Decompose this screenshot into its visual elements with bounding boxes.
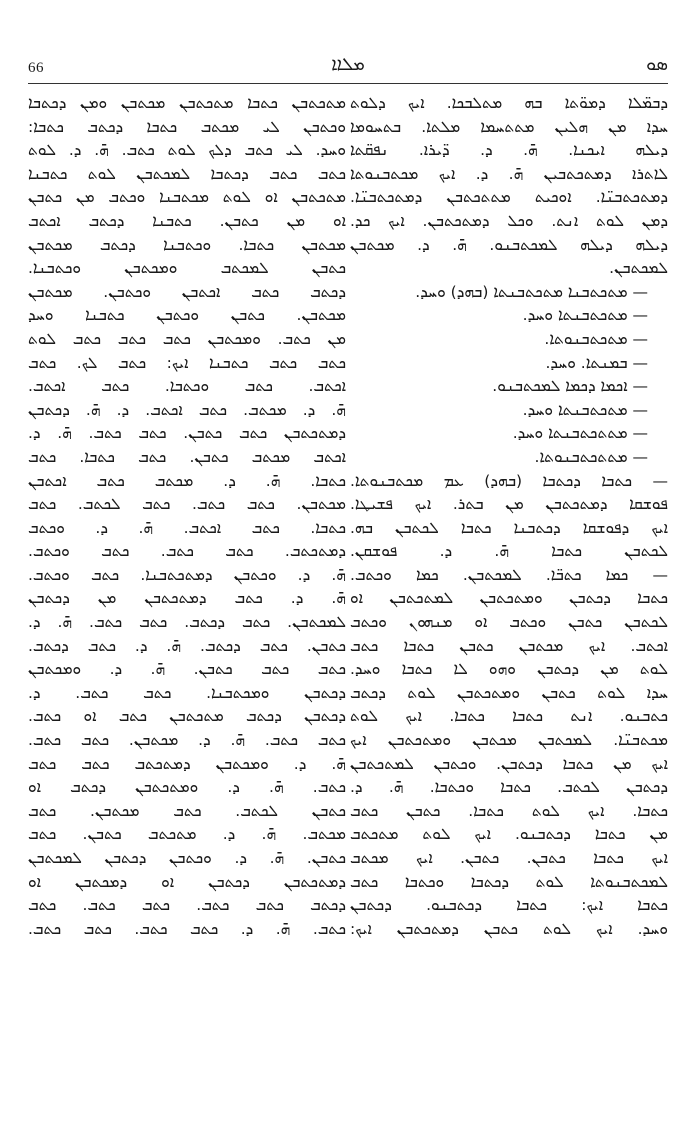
text-line: ܕܟܬܒܢ ܕܟܬܒ ܡܬܟܬܒܢ ܟܬܒ ܐܘ ܟܬܒ. — [28, 707, 346, 726]
text-line: ܟܬܒܢ ܠܡܟܬܒ ܘܡܟܬܒܢ ܘܟܬܒܢܐ. — [28, 259, 346, 278]
text-line: ܟܬܒܢ. ܟܬܒ ܕܟܬܒ. ܗ̄. ܕ. ܟܬܒ ܕܟܬܒ. — [28, 636, 346, 655]
text-line: — ܟܡܐ ܟܬܒ̈ܐ. ܠܡܟܬܒܢ. ܟܡܐ ܘܟܬܒ. — [350, 565, 668, 584]
page-number-latin: 66 — [28, 60, 44, 76]
text-line: ܡܬܟܬܒܢ ܐܘ ܠܘܬ ܡܟܬܒܢܐ ܘܟܬܒ ܡܢ ܟܬܒܢ — [28, 188, 346, 207]
text-line: ܟܬܒܐ. ܟܬܒ ܐܟܬܒ. ܗ̄. ܕ. ܘܟܬܒ — [28, 518, 346, 537]
text-line: ܕܝܠܗ ܐܝܟܢܐ. ܗ̄. ܕ. ܕ̈ܝܪܐ. ܢܦܩ̈ܬܐ — [350, 141, 668, 160]
text-line: — ܐܟܡܐ ܕܟܡܐ ܠܡܟܬܒܢܘ. — [492, 377, 648, 396]
text-line: ܕܟܬܒܢ ܘܡܟܬܒܢܐ. ܟܬܒ ܟܬܒ. ܕ. — [28, 683, 346, 702]
text-line: ܠܟܬܒܢ ܟܬܒܐ ܗ̄. ܕ. ܦܘܫܩܢ. — [350, 542, 668, 561]
text-line: ܕܟܬܒܢ ܠܟܬܒ. ܟܬܒܐ ܘܟܬܒܐ. ܗ̄. ܕ. — [350, 778, 668, 797]
text-line: — ܡܬܟܬܒܢܬܐ ܘܚܕ. — [522, 306, 648, 325]
text-line: ܕܡܢ ܠܘܬ ܐܢܬ. ܘܟܠ ܕܡܬܟܬܒܢ. ܐܝܟ ܟܕ. — [350, 211, 668, 230]
text-line: ܟܬܒ. ܗ̄. ܕ. ܟܬܒ ܟܬܒ. ܟܬܒ ܟܬܒ. — [28, 919, 346, 938]
text-line: — ܡܬܟܬܒܢܘܬܐ. — [544, 329, 648, 348]
text-line: — ܡܬܟܬܒܢܐ ܡܬܟܬܒܢܬܐ (ܒܗܕ) ܘܚܕ. — [415, 282, 648, 301]
text-line: ܟܬܒ ܟܬܒ ܕܟܬܒܐ ܠܡܟܬܒܢ ܠܘܬ ܟܬܒܢܐ — [28, 164, 346, 183]
text-line: ܚܕܐ ܠܘܬ ܟܬܒܢ ܘܡܬܟܬܒܢ ܠܘܬ ܕܟܬܒ — [350, 683, 668, 702]
text-line: — ܟܬܒܐ ܕܟܬܒܐ (ܒܗܕ) ܥܡ ܡܟܬܒܢܘܬܐ. — [350, 471, 668, 490]
text-line: ܕܡܬܟܬܒܢ ܟܬܒ ܟܬܒܢ. ܟܬܒ ܟܬܒ. ܗ̄. ܕ. — [28, 424, 346, 443]
text-line: ܡܟܬܒܢ ܟܬܒܐ. ܘܟܬܒܢܐ ܕܟܬܒ ܡܟܬܒܢ — [28, 235, 346, 254]
text-line: ܕܟܬܒ ܟܬܒ ܐܟܬܒܢ ܘܟܬܒܢ. ܡܟܬܒܢ — [28, 282, 346, 301]
text-line: ܐܟܬܒ. ܐܝܟ ܡܟܬܒܢ ܟܬܒܢ ܟܬܒܐ ܟܬܒ — [350, 636, 668, 655]
text-line: ܗ̄. ܕ. ܘܟܬܒܢ ܕܡܬܟܬܒܢܐ. ܟܬܒ ܘܟܬܒ. — [28, 565, 346, 584]
text-line: ܟܬܒܐ ܕܟܬܒܢ ܘܡܬܟܬܒܢ ܠܡܬܟܬܒܢ ܐܘ — [350, 589, 668, 608]
text-line: ܡܢ ܟܬܒ. ܘܡܟܬܒܢ ܟܬܒ ܟܬܒ ܟܬܒ ܠܘܬ — [28, 329, 346, 348]
text-line: ܗ̄. ܕ. ܡܟܬܒ. ܟܬܒ ܐܟܬܒ. ܕ. ܗ̄. ܕܟܬܒܢ — [28, 400, 346, 419]
text-line: — ܒܡܢܬܐ. ܘܚܕ. — [545, 353, 648, 372]
text-line: ܘܟܬܒܢ ܠܝ ܡܟܬܒ ܟܬܒܐ ܕܟܬܒ ܟܬܒܐ: — [28, 117, 346, 136]
page-header — [28, 54, 668, 82]
text-line: ܗ̄. ܕ. ܟܬܒ ܕܡܬܟܬܒܢ ܡܢ ܕܟܬܒܢ — [28, 589, 346, 608]
text-line: — ܡܬܬܟܬܒܢܘܬܐ. — [534, 447, 648, 466]
text-line: ܟܬܒܢ ܠܟܬܒ. ܟܬܒ ܡܟܬܒܢ. ܟܬܒ — [28, 801, 346, 820]
text-line: ܐܝܟ ܟܬܒܐ ܟܬܒܢ. ܟܬܒܢ. ܐܝܟ ܡܟܬܒ — [350, 849, 668, 867]
text-line: ܠܡܟܬܒܢܘܬܐ ܠܘܬ ܕܟܬܒܐ ܘܟܬܒܐ ܟܬܒ — [350, 872, 668, 891]
text-line: — ܡܬܟܬܒܢܬܐ ܘܚܕ. — [522, 400, 648, 419]
right-column — [350, 92, 668, 941]
text-line: ܠܟܬܒܢ ܟܬܒܢ ܘܟܬܒ ܐܘ ܡܢܗܘܢ ܘܟܬܒ — [350, 613, 668, 632]
text-line: ܟܬܒ. ܗ̄. ܕ. ܘܡܬܟܬܒܢ ܕܟܬܒ ܐܘ — [28, 778, 346, 797]
text-line: ܠܡܟܬܒܢ. — [609, 259, 668, 278]
text-line: ܟܬܒܐ ܐܝܟ: ܟܬܒܐ ܕܟܬܒܢܘ. ܕܟܬܒܢ — [350, 896, 668, 915]
text-line: ܘܚܕ. ܠܝ ܟܬܒ ܕܠܟ ܠܘܬ ܟܬܒ. ܗ̄. ܕ. ܠܘܬ — [28, 141, 346, 160]
text-line: ܕܡܬܟܬܒ. ܟܬܒ ܟܬܒ. ܟܬܒ ܘܟܬܒ. — [28, 542, 346, 561]
text-line: — ܡܬܬܟܬܒܢܬܐ ܘܚܕ. — [512, 424, 648, 443]
text-line: ܠܐܬܪܐ ܕܡܬܟܬܒܝܢ ܗ̄. ܕ. ܐܝܟ ܡܟܬܒܢܘܬܐ — [350, 164, 668, 183]
text-line: ܦܘܫܩܐ ܕܡܬܟܬܒܢ ܡܢ ܒܬܪ. ܐܝܟ ܦܫܝܛܐ. — [350, 495, 668, 514]
text-line: ܕܒܡ̈ܠܐ ܕܡܘ̈ܬܐ ܒܗ ܡܬܠܒܟܐ. ܐܝܟ ܕܠܘܬ — [350, 94, 668, 112]
text-line: ܡܟܬܒܢ̈ܐ. ܠܡܟܬܒܢ ܡܟܬܒܢ ܘܡܬܟܬܒܢ ܐܝܟ — [350, 731, 668, 750]
text-line: ܗ̄. ܕ. ܘܡܟܬܒܢ ܕܡܬܟܬܒ ܟܬܒ ܟܬܒ — [28, 754, 346, 773]
text-line: ܟܬܒ ܟܬܒ ܟܬܒܢ. ܗ̄. ܕ. ܘܡܟܬܒܢ — [28, 660, 346, 679]
text-line: ܟܬܒ ܟܬܒ ܟܬܒܢܐ ܐܝܟ: ܟܬܒ ܠܟ. ܟܬܒ — [28, 353, 346, 372]
text-line: ܚܕܐ ܡܢ ܗܠܝܢ ܡܬܬܚܡܐ ܡܠܬܐ. ܒܬܚܘܡܐ — [350, 117, 668, 136]
text-line: ܟܬܒܢ. ܗ̄. ܕ. ܘܟܬܒܢ ܕܟܬܒܢ ܠܡܟܬܒܢ — [28, 849, 346, 867]
text-line: ܟܬܒܢܘ. ܐܢܬ ܟܬܒܐ ܟܬܒܐ. ܐܝܟ ܠܘܬ — [350, 707, 668, 726]
text-line: ܡܢ ܟܬܒܐ ܕܟܬܒܢܘ. ܐܝܟ ܠܘܬ ܡܬܟܬܒ — [350, 825, 668, 844]
text-line: ܐܘ ܡܢ ܟܬܒܢ. ܟܬܒܢܐ ܕܟܬܒ ܐܟܬܒ — [28, 211, 346, 230]
header-rule — [28, 83, 668, 84]
page-number-syriac: ܣܘ — [646, 54, 668, 75]
text-line: ܕܡܬܟܬܒܢ ܕܟܬܒܢ ܐܘ ܕܡܟܬܒܢ ܐܘ — [28, 872, 346, 891]
text-line: ܕܟܬܒ ܟܬܒ ܟܬܒ. ܟܬܒ ܟܬܒ. ܟܬܒ — [28, 896, 346, 915]
text-line: ܕܡܬܟܬܒܢ̈ܐ. ܐܘܟܝܬ ܡܬܬܟܬܒܢ ܕܡܬܟܬܒܢ̈ܐ. — [350, 188, 668, 207]
text-line: ܟܬܒܐ. ܗ̄. ܕ. ܡܟܬܒ ܟܬܒ ܐܟܬܒܢ — [28, 471, 346, 490]
text-line: ܡܟܬܒܢ. ܟܬܒ ܟܬܒ. ܟܬܒ ܠܟܬܒ. ܟܬܒ — [28, 495, 346, 514]
text-line: ܡܟܬܒ. ܗ̄. ܕ. ܡܬܟܬܒ ܟܬܒܢ. ܟܬܒ — [28, 825, 346, 844]
text-line: ܟܬܒ ܟܬܒ. ܗ̄. ܕ. ܡܟܬܒܢ. ܟܬܒ ܟܬܒ. — [28, 731, 346, 750]
text-line: ܟܬܒܐ. ܐܝܟ ܠܘܬ ܟܬܒܐ. ܟܬܒܢ ܟܬܒ — [350, 801, 668, 820]
text-line: ܕܝܠܗ ܕܝܠܗ ܠܡܟܬܒܢܘ. ܗ̄. ܕ. ܡܟܬܒܢ — [350, 235, 668, 254]
left-column — [28, 92, 346, 941]
text-line: ܐܝܟ ܕܦܘܫܩܐ ܕܟܬܒܢܐ ܟܬܒܐ ܠܟܬܒܢ ܒܗ. — [350, 518, 668, 537]
running-title: ܡܠܐܐ — [331, 54, 365, 75]
text-line: ܠܡܟܬܒܢ. ܟܬܒ ܕܟܬܒ. ܟܬܒ ܟܬܒ. ܗ̄. ܕ. — [28, 613, 346, 632]
text-line: ܐܟܬܒ. ܟܬܒ ܘܟܬܒܐ. ܟܬܒ ܐܟܬܒ. — [28, 377, 346, 396]
text-line: ܡܟܬܒܢ. ܟܬܒܢ ܘܟܬܒܢ ܟܬܒܢܐ ܘܚܕ — [28, 306, 346, 325]
text-line: ܐܟܬܒ ܡܟܬܒ ܟܬܒܢ. ܟܬܒ ܟܬܒܐ. ܟܬܒ — [28, 447, 346, 466]
text-line: ܐܝܟ ܡܢ ܟܬܒܐ ܕܟܬܒܢ. ܘܟܬܒܢ ܠܡܬܟܬܒܢ — [350, 754, 668, 773]
text-line: ܡܬܟܬܒܢ ܟܬܒܐ ܡܬܟܬܒܢ ܡܟܬܒܢ ܘܡܢ ܕܟܬܒܐ — [28, 94, 346, 112]
text-line: ܠܘܬ ܡܢ ܕܟܬܒܢ ܘܗܘ ܠܐ ܟܬܒܐ ܘܚܕ. — [350, 660, 668, 679]
text-line: ܘܚܕ. ܐܝܟ ܠܘܬ ܟܬܒܢ ܕܡܬܟܬܒܢ ܐܝܟ: — [350, 919, 668, 938]
